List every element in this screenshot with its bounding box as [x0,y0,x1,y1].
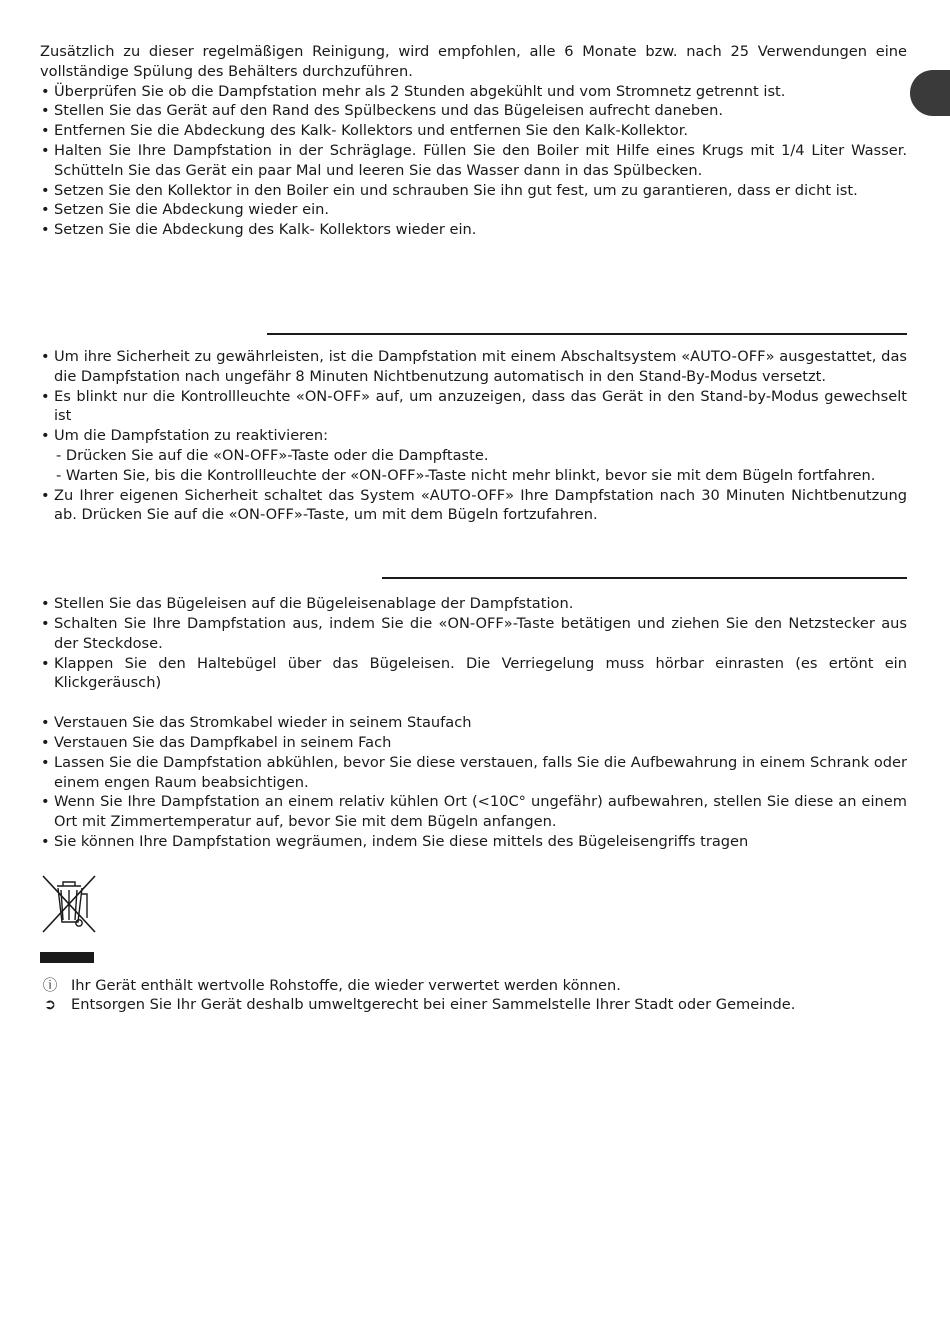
list-item: - Drücken Sie auf die «ON-OFF»-Taste oder die Dampftaste. [56,446,489,464]
list-item: • Setzen Sie den Kollektor in den Boiler ein und schrauben Sie ihn gut fest, um zu garantieren, dass er dicht ist. [40,181,907,201]
list-item: • Schalten Sie Ihre Dampfstation aus, indem Sie die «ON-OFF»-Taste betätigen und ziehen Sie den Netzstecker aus der Steckdose. [40,614,907,654]
crossed-out-wheelie-bin-icon [40,874,907,940]
section-rule [267,333,907,335]
list-item: • Stellen Sie das Gerät auf den Rand des Spülbeckens und das Bügeleisen aufrecht daneben. [40,101,907,121]
list-item: • Verstauen Sie das Dampfkabel in seinem Fach [40,733,907,753]
storage-list-b [40,713,907,852]
section-rule [382,577,907,579]
auto-off-section [40,347,907,525]
storage-list-a [40,594,907,693]
weee-bar [40,952,94,963]
list-item: • Setzen Sie die Abdeckung wieder ein. [40,200,907,220]
note-text: Entsorgen Sie Ihr Gerät deshalb umweltgerecht bei einer Sammelstelle Ihrer Stadt oder Gemeinde. [71,996,796,1014]
storage-section [40,594,907,852]
cleaning-intro: Zusätzlich zu dieser regelmäßigen Reinigung, wird empfohlen, alle 6 Monate bzw. nach 25 Verwendungen eine vollständige Spülung des Behälters durchzuführen. [40,43,907,80]
list-item: • Überprüfen Sie ob die Dampfstation mehr als 2 Stunden abgekühlt und vom Stromnetz getrennt ist. [40,82,907,102]
list-item: - Warten Sie, bis die Kontrollleuchte der «ON-OFF»-Taste nicht mehr blinkt, bevor sie mit dem Bügeln fortfahren. [56,466,876,484]
list-item: • Lassen Sie die Dampfstation abkühlen, bevor Sie diese verstauen, falls Sie die Aufbewahrung in einem Schrank oder einem engen Raum beabsichtigen. [40,753,907,793]
list-item: • Es blinkt nur die Kontrollleuchte «ON-OFF» auf, um anzuzeigen, dass das Gerät in den Stand-by-Modus gewechselt ist [40,387,907,427]
list-item [40,995,907,1015]
auto-off-list [40,347,907,525]
list-item: • Stellen Sie das Bügeleisen auf die Bügeleisenablage der Dampfstation. [40,594,907,614]
page-content [40,42,907,1015]
list-item: • Halten Sie Ihre Dampfstation in der Schräglage. Füllen Sie den Boiler mit Hilfe eines Krugs mit 1/4 Liter Wasser. Schütteln Sie das Gerät ein paar Mal und leeren Sie das Wasser dann in das Spülbecken. [40,141,907,181]
list-item: • Verstauen Sie das Stromkabel wieder in seinem Staufach [40,713,907,733]
reactivate-steps [54,446,907,486]
note-text: Ihr Gerät enthält wertvolle Rohstoffe, die wieder verwertet werden können. [71,976,621,994]
environment-section [40,874,907,1015]
list-item: • Klappen Sie den Haltebügel über das Bügeleisen. Die Verriegelung muss hörbar einrasten (es ertönt ein Klickgeräusch) [40,654,907,694]
environment-notes [40,976,907,1016]
list-item [40,976,907,996]
list-item: • Um ihre Sicherheit zu gewährleisten, ist die Dampfstation mit einem Abschaltsystem «AUTO-OFF» ausgestattet, das die Dampfstation nach ungefähr 8 Minuten Nichtbenutzung automatisch in den Stand-By-Modus versetzt. [40,347,907,387]
cleaning-section [40,42,907,240]
info-icon: ⓘ [42,976,58,994]
reactivate-heading: Um die Dampfstation zu reaktivieren: [54,427,329,445]
arrow-icon: ➲ [43,996,57,1014]
list-item [40,426,907,485]
list-item: • Entfernen Sie die Abdeckung des Kalk- Kollektors und entfernen Sie den Kalk-Kollektor. [40,121,907,141]
cleaning-steps [40,82,907,240]
language-tab [910,70,950,116]
list-item: • Wenn Sie Ihre Dampfstation an einem relativ kühlen Ort (<10C° ungefähr) aufbewahren, stellen Sie diese an einem Ort mit Zimmertemperatur auf, bevor Sie mit dem Bügeln anfangen. [40,792,907,832]
list-item: • Zu Ihrer eigenen Sicherheit schaltet das System «AUTO-OFF» Ihre Dampfstation nach 30 Minuten Nichtbenutzung ab. Drücken Sie auf die «ON-OFF»-Taste, um mit dem Bügeln fortzufahren. [40,486,907,526]
list-item: • Sie können Ihre Dampfstation wegräumen, indem Sie diese mittels des Bügeleisengriffs tragen [40,832,907,852]
list-item: • Setzen Sie die Abdeckung des Kalk- Kollektors wieder ein. [40,220,907,240]
